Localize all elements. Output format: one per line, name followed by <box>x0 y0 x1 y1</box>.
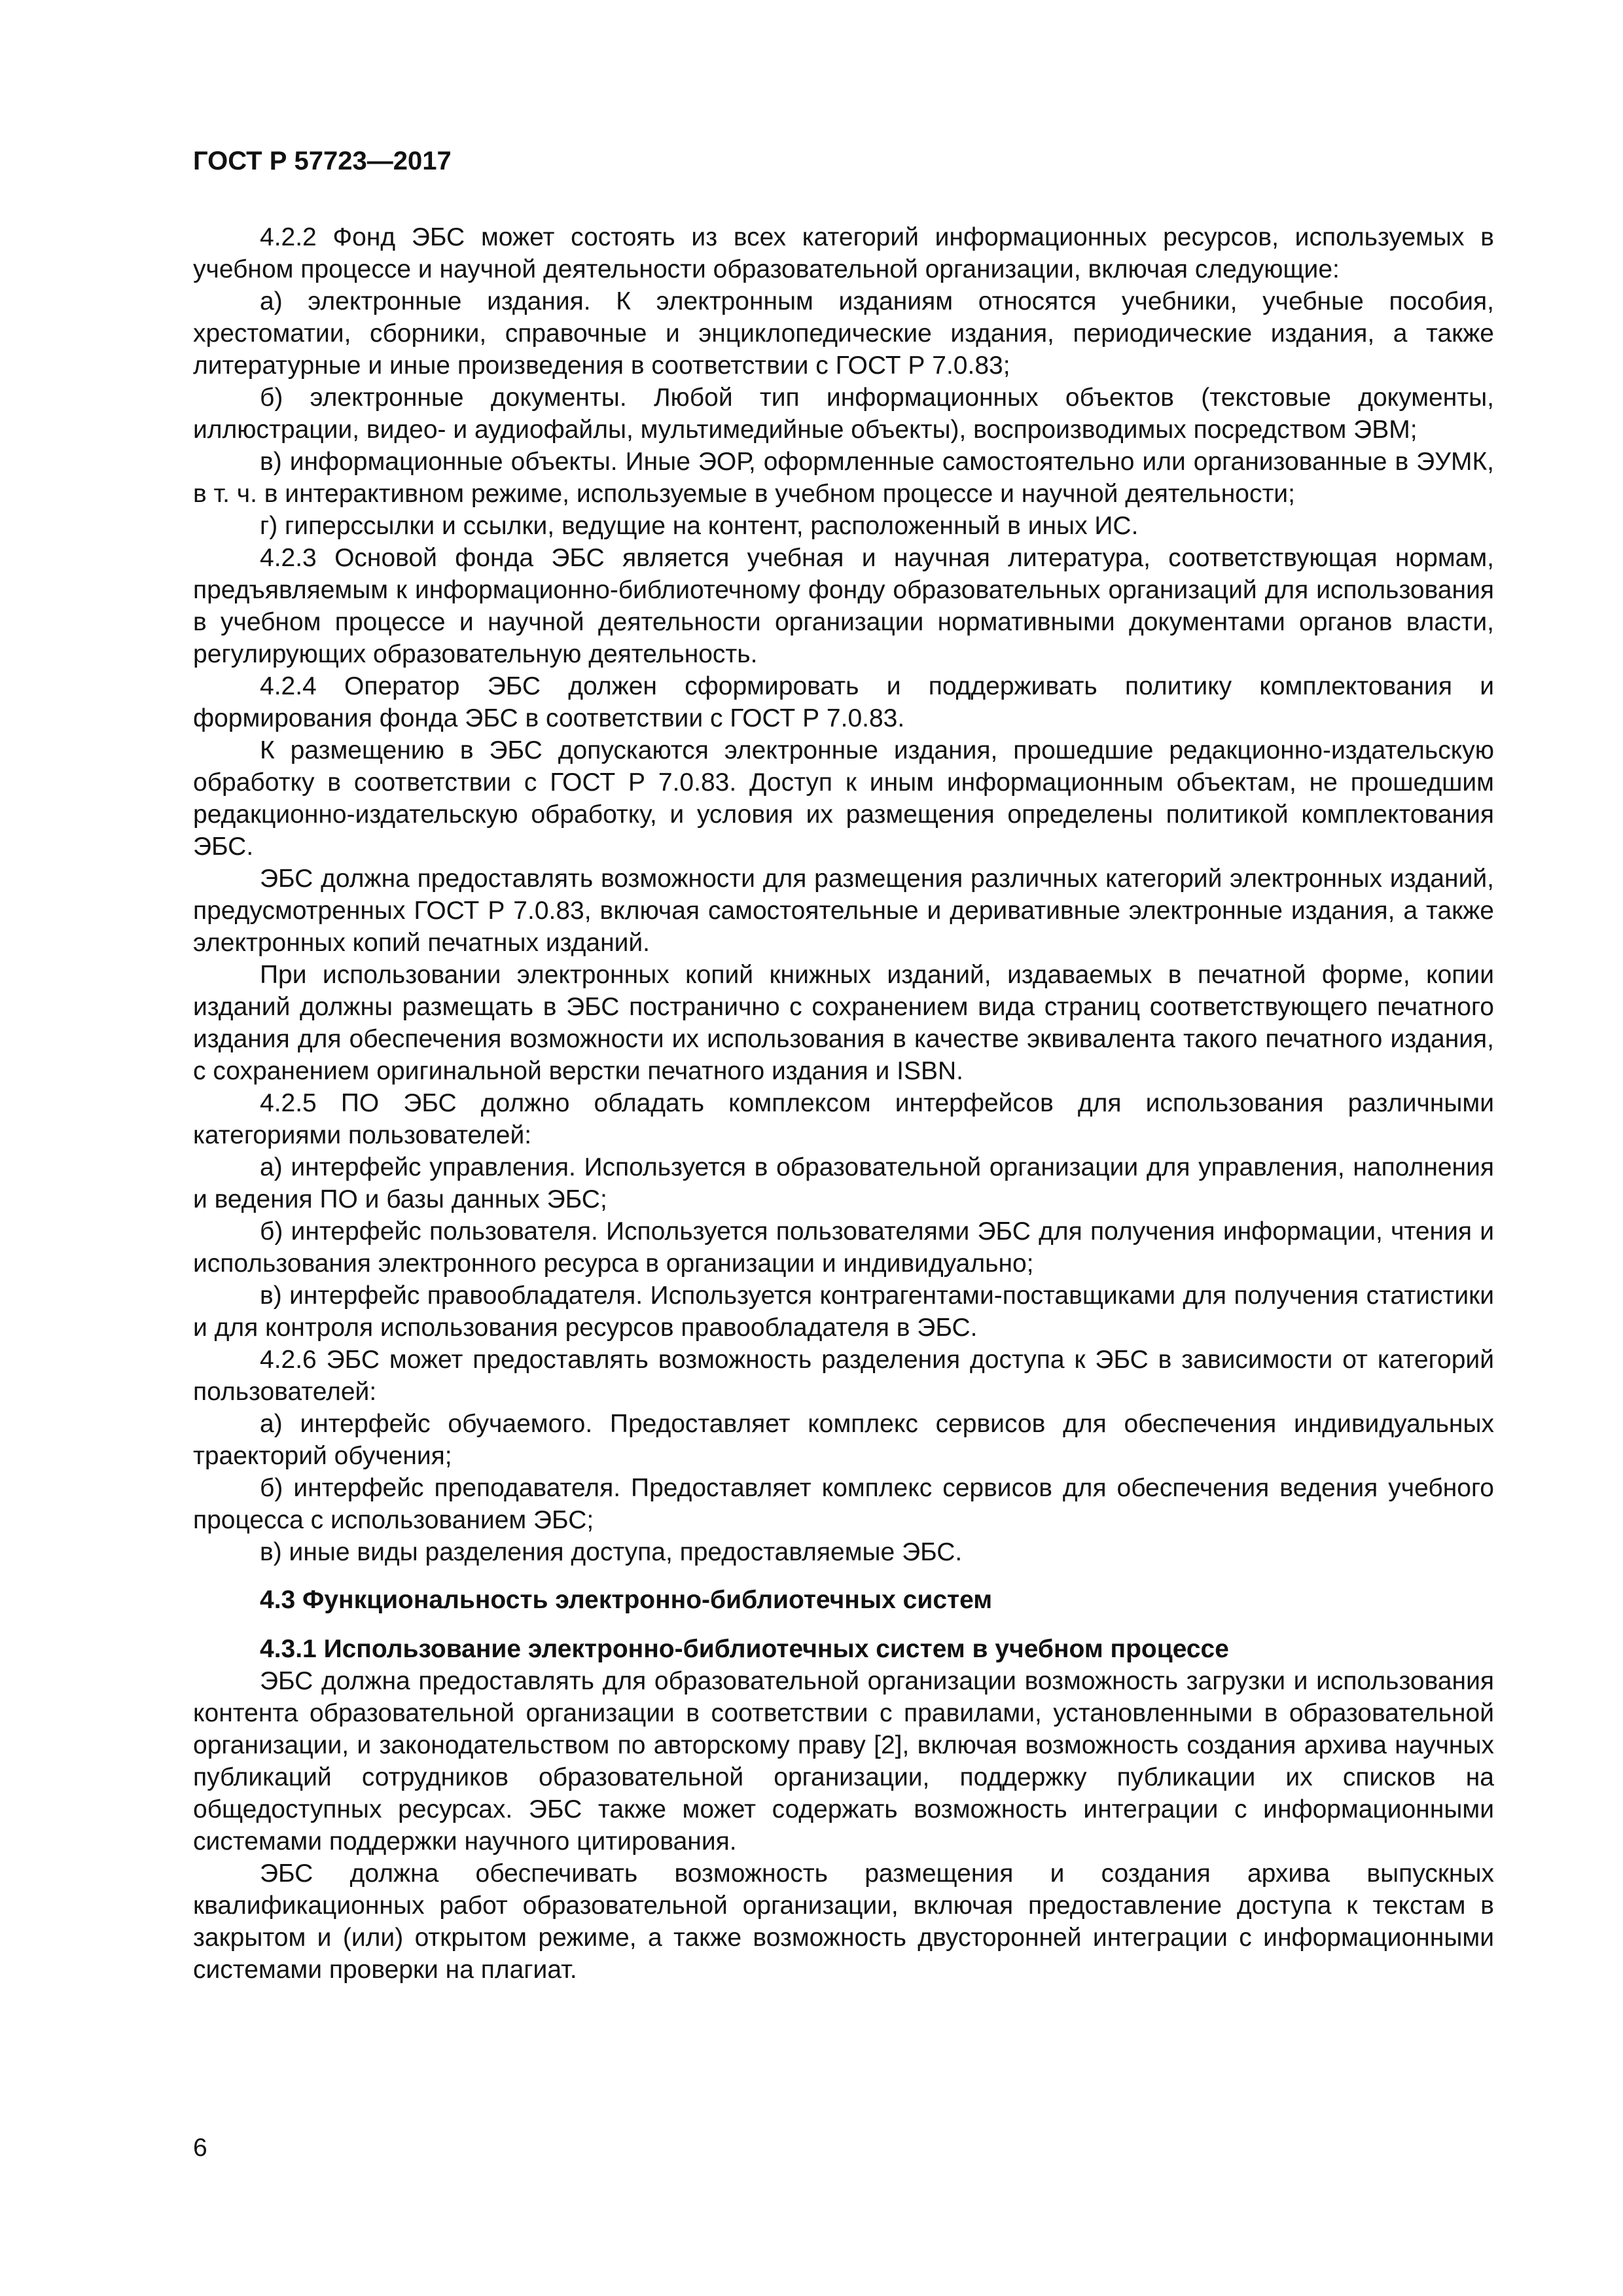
paragraph-4-2-3: 4.2.3 Основой фонда ЭБС является учебная и научная литература, соответствующая нормам, предъявляемым к информационно-библиотечному фонду образовательных организаций для использования в учебном процессе и научной деятельности организации нормативными документами органов власти, регулирующих образовательную деятельность. <box>193 544 1494 668</box>
list-item-b: б) электронные документы. Любой тип информационных объектов (текстовые документы, иллюстрации, видео- и аудиофайлы, мультимедийные объекты), воспроизводимых посредством ЭВМ; <box>193 384 1494 444</box>
list-item-admin-interface: а) интерфейс управления. Используется в образовательной организации для управления, наполнения и ведения ПО и базы данных ЭБС; <box>193 1153 1494 1213</box>
paragraph-4-2-5: 4.2.5 ПО ЭБС должно обладать комплексом интерфейсов для использования различными категориями пользователей: <box>193 1089 1494 1149</box>
list-item-rightholder-interface: в) интерфейс правообладателя. Используется контрагентами-поставщиками для получения статистики и для контроля использования ресурсов правообладателя в ЭБС. <box>193 1282 1494 1342</box>
paragraph-4-2-4: 4.2.4 Оператор ЭБС должен сформировать и поддерживать политику комплектования и формирования фонда ЭБС в соответствии с ГОСТ Р 7.0.83. <box>193 672 1494 732</box>
paragraph-thesis-archive: ЭБС должна обеспечивать возможность размещения и создания архива выпускных квалификационных работ образовательной организации, включая предоставление доступа к текстам в закрытом и (или) открытом режиме, а также возможность двусторонней интеграции с информационными системами проверки на плагиат. <box>193 1859 1494 1984</box>
paragraph-4-2-6: 4.2.6 ЭБС может предоставлять возможность разделения доступа к ЭБС в зависимости от категорий пользователей: <box>193 1346 1494 1406</box>
list-item-v: в) информационные объекты. Иные ЭОР, оформленные самостоятельно или организованные в ЭУМК, в т. ч. в интерактивном режиме, используемые в учебном процессе и научной деятельности; <box>193 448 1494 508</box>
list-item-user-interface: б) интерфейс пользователя. Используется пользователями ЭБС для получения информации, чтения и использования электронного ресурса в организации и индивидуально; <box>193 1217 1494 1278</box>
list-item-teacher-interface: б) интерфейс преподавателя. Предоставляет комплекс сервисов для обеспечения ведения учебного процесса с использованием ЭБС; <box>193 1474 1494 1534</box>
paragraph-placement: К размещению в ЭБС допускаются электронные издания, прошедшие редакционно-издательскую обработку в соответствии с ГОСТ Р 7.0.83. Доступ к иным информационным объектам, не прошедшим редакционно-издательскую обработку, и условия их размещения определены политикой комплектования ЭБС. <box>193 736 1494 861</box>
document-header: ГОСТ Р 57723—2017 <box>193 147 452 175</box>
section-heading-4-3: 4.3 Функциональность электронно-библиотечных систем <box>260 1586 993 1614</box>
page-number: 6 <box>193 2134 207 2162</box>
list-item-a: а) электронные издания. К электронным изданиям относятся учебники, учебные пособия, хрестоматии, сборники, справочные и энциклопедические издания, периодические издания, а также литературные и иные произведения в соответствии с ГОСТ Р 7.0.83; <box>193 287 1494 380</box>
document-body <box>193 221 1494 1986</box>
paragraph-categories: ЭБС должна предоставлять возможности для размещения различных категорий электронных изданий, предусмотренных ГОСТ Р 7.0.83, включая самостоятельные и деривативные электронные издания, а также электронных копий печатных изданий. <box>193 865 1494 957</box>
paragraph-4-2-2: 4.2.2 Фонд ЭБС может состоять из всех категорий информационных ресурсов, используемых в учебном процессе и научной деятельности образовательной организации, включая следующие: <box>193 223 1494 283</box>
paragraph-content-upload: ЭБС должна предоставлять для образовательной организации возможность загрузки и использования контента образовательной организации в соответствии с правилами, установленными в образовательной организации, и законодательством по авторскому праву [2], включая возможность создания архива научных публикаций сотрудников образовательной организации, поддержку публикации их списков на общедоступных ресурсах. ЭБС также может содержать возможность интеграции с информационными системами поддержки научного цитирования. <box>193 1667 1494 1856</box>
list-item-other-access: в) иные виды разделения доступа, предоставляемые ЭБС. <box>260 1538 963 1566</box>
paragraph-electronic-copies: При использовании электронных копий книжных изданий, издаваемых в печатной форме, копии изданий должны размещать в ЭБС постранично с сохранением вида страниц соответствующего печатного издания для обеспечения возможности их использования в качестве эквивалента такого печатного издания, с сохранением оригинальной верстки печатного издания и ISBN. <box>193 961 1494 1085</box>
subsection-heading-4-3-1: 4.3.1 Использование электронно-библиотечных систем в учебном процессе <box>260 1635 1229 1663</box>
list-item-g: г) гиперссылки и ссылки, ведущие на контент, расположенный в иных ИС. <box>260 512 1139 540</box>
list-item-student-interface: а) интерфейс обучаемого. Предоставляет комплекс сервисов для обеспечения индивидуальных траекторий обучения; <box>193 1410 1494 1470</box>
